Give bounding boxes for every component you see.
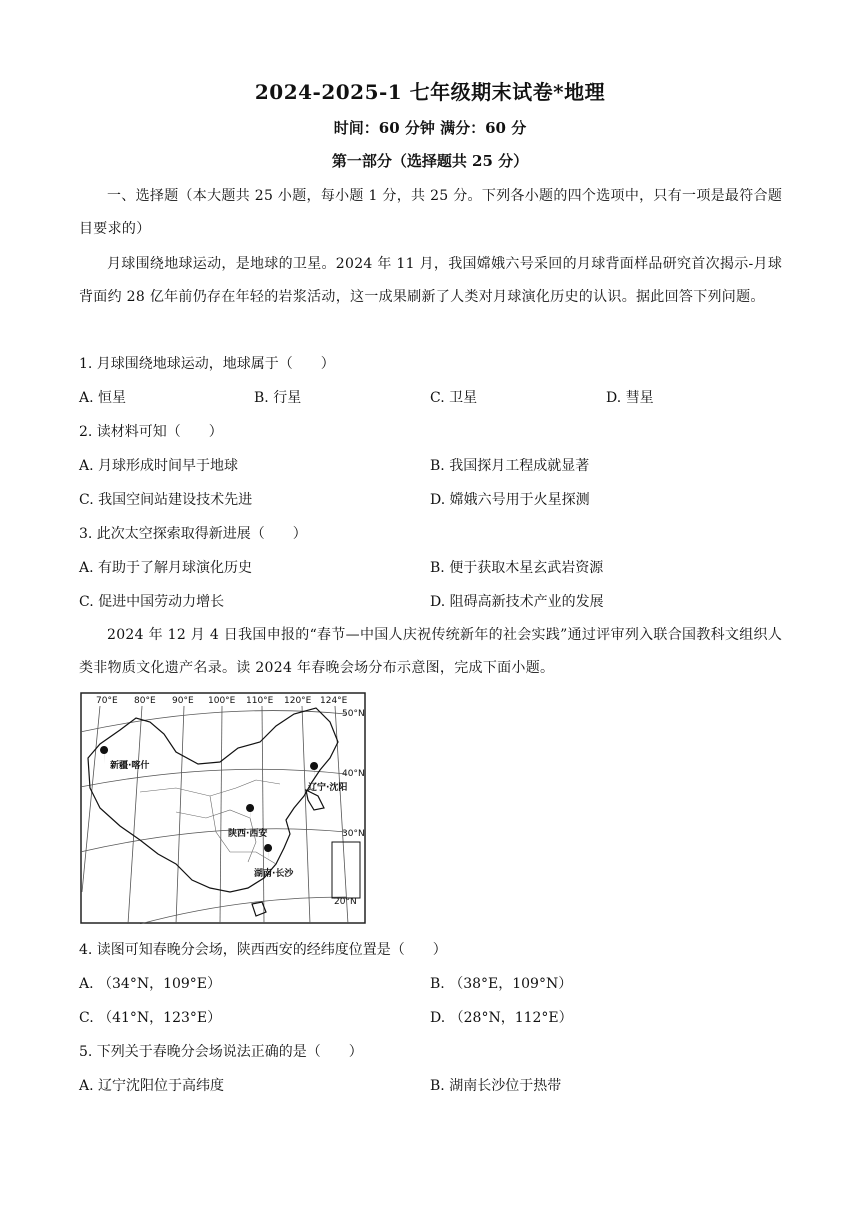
- question-1-stem: 1. 月球围绕地球运动，地球属于（ ）: [79, 356, 335, 372]
- map-lon-label: 90°E: [172, 696, 194, 706]
- q2-option-b[interactable]: B. 我国探月工程成就显著: [430, 458, 590, 474]
- map-lat-label: 20°N: [334, 897, 357, 907]
- q4-option-a[interactable]: A. （34°N，109°E）: [79, 976, 222, 992]
- q1-option-a[interactable]: A. 恒星: [79, 390, 127, 406]
- q4-option-c[interactable]: C. （41°N，123°E）: [79, 1010, 222, 1026]
- map-lon-label: 100°E: [208, 696, 236, 706]
- q3-option-a[interactable]: A. 有助于了解月球演化历史: [79, 560, 253, 576]
- map-lon-label: 124°E: [320, 696, 348, 706]
- q5-option-b[interactable]: B. 湖南长沙位于热带: [430, 1078, 562, 1094]
- q2-option-c[interactable]: C. 我国空间站建设技术先进: [79, 492, 253, 508]
- q3-option-b[interactable]: B. 便于获取木星玄武岩资源: [430, 560, 604, 576]
- time-score-line: 时间：60 分钟 满分：60 分: [333, 119, 527, 137]
- map-lon-label: 70°E: [96, 696, 118, 706]
- q5-option-a[interactable]: A. 辽宁沈阳位于高纬度: [79, 1078, 225, 1094]
- map-lat-label: 50°N: [342, 709, 365, 719]
- part-heading: 第一部分（选择题共 25 分）: [331, 152, 529, 170]
- question-3-stem: 3. 此次太空探索取得新进展（ ）: [79, 526, 307, 542]
- venue-label-changsha: 湖南·长沙: [254, 869, 294, 879]
- material-moon: 月球围绕地球运动，是地球的卫星。2024 年 11 月，我国嫦娥六号采回的月球背面样品研究首次揭示-月球背面约 28 亿年前仍存在年轻的岩浆活动，这一成果刷新了人类对月球演化历史的认识。据此回答下列问题。: [79, 256, 783, 305]
- section-intro: 一、选择题（本大题共 25 小题，每小题 1 分，共 25 分。下列各小题的四个选项中，只有一项是最符合题目要求的）: [79, 188, 783, 237]
- map-lat-label: 30°N: [342, 829, 365, 839]
- map-lon-label: 80°E: [134, 696, 156, 706]
- q1-option-c[interactable]: C. 卫星: [430, 390, 478, 406]
- material-spring-festival: 2024 年 12 月 4 日我国申报的“春节—中国人庆祝传统新年的社会实践”通过评审列入联合国教科文组织人类非物质文化遗产名录。读 2024 年春晚会场分布示意图，完成下面小题。: [79, 627, 783, 676]
- q4-option-b[interactable]: B. （38°E，109°N）: [430, 976, 573, 992]
- q3-option-c[interactable]: C. 促进中国劳动力增长: [79, 594, 225, 610]
- map-lon-label: 110°E: [246, 696, 274, 706]
- venue-label-xian: 陕西·西安: [228, 829, 268, 839]
- q2-option-a[interactable]: A. 月球形成时间早于地球: [79, 458, 239, 474]
- q4-option-d[interactable]: D. （28°N，112°E）: [430, 1010, 573, 1026]
- map-lon-label: 120°E: [284, 696, 312, 706]
- question-5-stem: 5. 下列关于春晚分会场说法正确的是（ ）: [79, 1044, 363, 1060]
- map-lat-label: 40°N: [342, 769, 365, 779]
- exam-title: 2024-2025-1 七年级期末试卷*地理: [254, 80, 606, 104]
- q3-option-d[interactable]: D. 阻碍高新技术产业的发展: [430, 594, 604, 610]
- venue-label-kashgar: 新疆·喀什: [110, 761, 150, 771]
- q2-option-d[interactable]: D. 嫦娥六号用于火星探测: [430, 492, 590, 508]
- question-4-stem: 4. 读图可知春晚分会场，陕西西安的经纬度位置是（ ）: [79, 942, 447, 958]
- question-2-stem: 2. 读材料可知（ ）: [79, 424, 223, 440]
- q1-option-d[interactable]: D. 彗星: [606, 390, 654, 406]
- spring-gala-venue-map: [80, 692, 366, 924]
- q1-option-b[interactable]: B. 行星: [254, 390, 302, 406]
- venue-label-shenyang: 辽宁·沈阳: [308, 783, 348, 793]
